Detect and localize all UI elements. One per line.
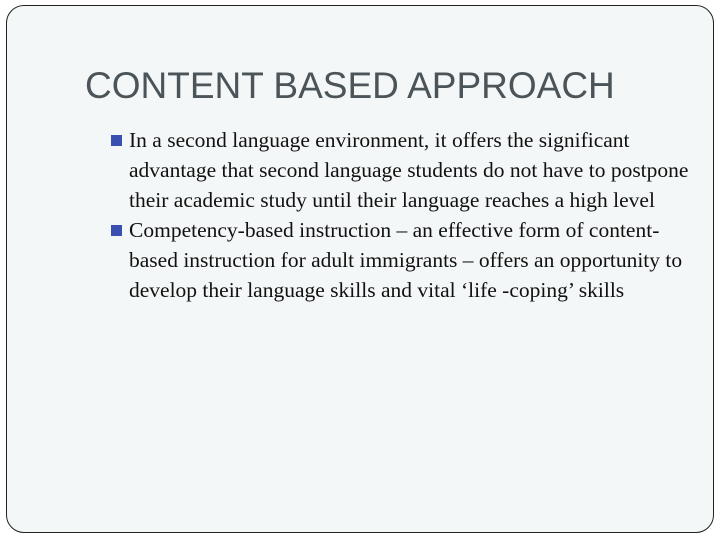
bullet-item bbox=[111, 215, 701, 305]
slide bbox=[6, 5, 714, 533]
bullet-list bbox=[111, 125, 701, 305]
bullet-item bbox=[111, 125, 701, 215]
square-bullet-icon bbox=[111, 135, 122, 146]
slide-title: CONTENT BASED APPROACH bbox=[85, 65, 615, 106]
square-bullet-icon bbox=[111, 225, 122, 236]
bullet-text: Competency-based instruction – an effective form of content-based instruction for adult immigrants – offers an opportunity to develop their language skills and vital ‘life -coping’ skills bbox=[129, 218, 683, 302]
bullet-text: In a second language environment, it offers the significant advantage that second language students do not have to postpone their academic study until their language reaches a high level bbox=[129, 128, 689, 212]
